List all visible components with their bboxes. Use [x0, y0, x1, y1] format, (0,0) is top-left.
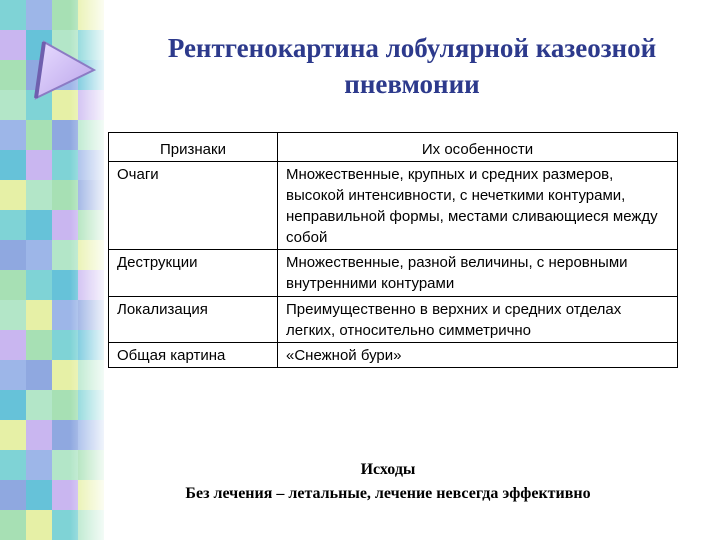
mosaic-tile [26, 300, 52, 330]
row-feature-destruction: Деструкции [109, 250, 278, 297]
mosaic-tile [26, 180, 52, 210]
row-feature-foci: Очаги [109, 162, 278, 250]
table-row [109, 297, 678, 343]
header-characteristics: Их особенности [278, 133, 678, 162]
outcomes-text: Без лечения – летальные, лечение невсегда эффективно [185, 485, 591, 502]
mosaic-tile [0, 480, 26, 510]
header-features: Признаки [109, 133, 278, 162]
mosaic-tile [0, 240, 26, 270]
slide-title-line-2: пневмонии [344, 69, 480, 99]
mosaic-tile [0, 180, 26, 210]
mosaic-tile [26, 420, 52, 450]
row-feature-overall: Общая картина [109, 343, 278, 368]
mosaic-tile [0, 450, 26, 480]
slide-title-line-1: Рентгенокартина лобулярной казеозной [167, 33, 657, 63]
mosaic-tile [26, 450, 52, 480]
triangle-pointer-icon [34, 40, 96, 102]
mosaic-tile [0, 360, 26, 390]
mosaic-tile [0, 30, 26, 60]
mosaic-tile [26, 330, 52, 360]
row-description-overall: «Снежной бури» [278, 343, 678, 368]
mosaic-tile [0, 150, 26, 180]
outcomes-section [108, 458, 668, 506]
outcomes-heading: Исходы [360, 461, 416, 478]
slide-title [108, 30, 716, 102]
row-description-foci: Множественные, крупных и средних размеров, высокой интенсивности, с нечеткими контурами, неправильной формы, местами сливающиеся между собой [278, 162, 678, 250]
mosaic-tile [0, 420, 26, 450]
row-description-destruction: Множественные, разной величины, с неровными внутренними контурами [278, 250, 678, 297]
mosaic-tile [26, 480, 52, 510]
mosaic-tile [0, 0, 26, 30]
mosaic-tile [26, 360, 52, 390]
mosaic-tile [0, 510, 26, 540]
mosaic-tile [26, 510, 52, 540]
row-feature-localization: Локализация [109, 297, 278, 343]
mosaic-tile [26, 210, 52, 240]
mosaic-tile [0, 270, 26, 300]
mosaic-tile [0, 390, 26, 420]
table-row [109, 250, 678, 297]
mosaic-tile [26, 0, 52, 30]
mosaic-tile [0, 60, 26, 90]
mosaic-tile [26, 150, 52, 180]
mosaic-tile [0, 90, 26, 120]
row-description-localization: Преимущественно в верхних и средних отделах легких, относительно симметрично [278, 297, 678, 343]
table-header-row [109, 133, 678, 162]
table-row [109, 162, 678, 250]
mosaic-tile [26, 240, 52, 270]
mosaic-tile [0, 120, 26, 150]
mosaic-tile [26, 270, 52, 300]
mosaic-tile [0, 210, 26, 240]
mosaic-tile [26, 390, 52, 420]
mosaic-tile [0, 330, 26, 360]
table-row [109, 343, 678, 368]
features-table [108, 132, 678, 368]
mosaic-tile [26, 120, 52, 150]
mosaic-tile [0, 300, 26, 330]
